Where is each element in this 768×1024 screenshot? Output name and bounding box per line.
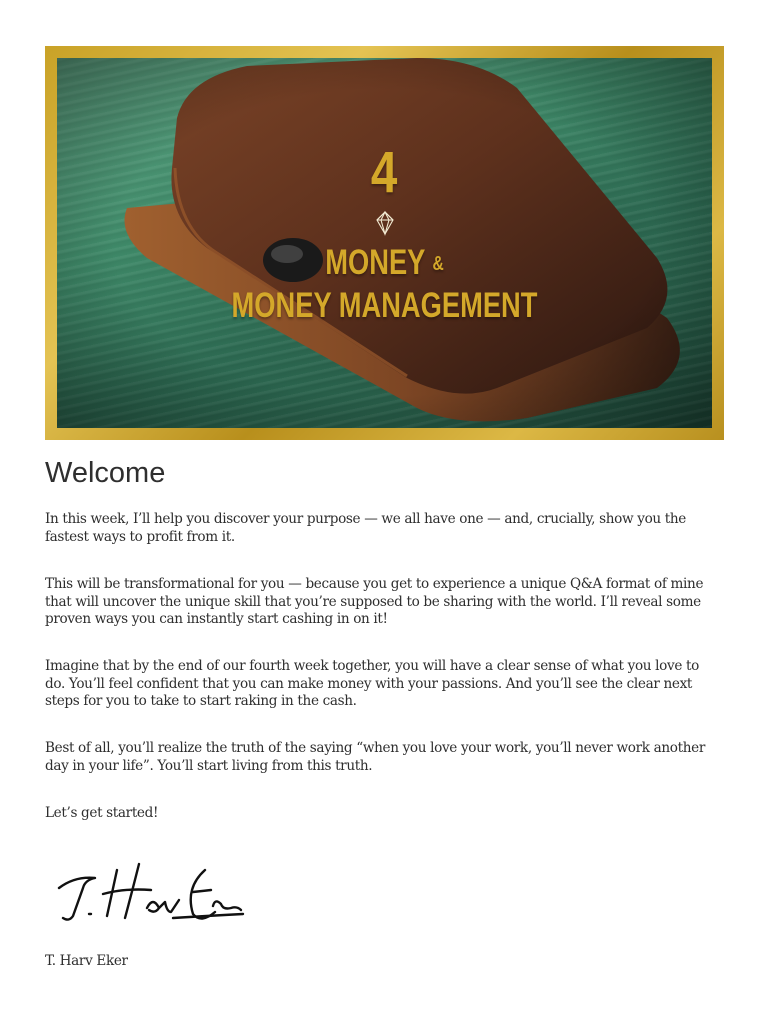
author-name: T. Harv Eker bbox=[45, 953, 128, 969]
signature bbox=[55, 858, 245, 928]
cover-banner bbox=[45, 46, 724, 440]
week-number: 4 bbox=[370, 140, 399, 205]
title-ampersand: & bbox=[432, 253, 444, 275]
welcome-heading: Welcome bbox=[45, 457, 166, 489]
paragraph-4: Best of all, you’ll realize the truth of the saying “when you love your work, you’ll never work another day in your life”. You’ll start living from this truth. bbox=[45, 740, 705, 774]
diamond-icon bbox=[372, 210, 398, 236]
title-money: MONEY bbox=[325, 243, 425, 282]
paragraph-2: This will be transformational for you — because you get to experience a unique Q&A format of mine that will uncover the unique skill that you’re supposed to be sharing with the world. I’ll reveal some proven ways you can instantly start cashing in on it! bbox=[45, 576, 704, 627]
banner-title bbox=[57, 142, 712, 327]
wallet-photo bbox=[57, 58, 712, 428]
paragraph-1: In this week, I’ll help you discover your purpose — we all have one — and, crucially, show you the fastest ways to profit from it. bbox=[45, 511, 687, 545]
paragraph-3: Imagine that by the end of our fourth week together, you will have a clear sense of what you love to do. You’ll feel confident that you can make money with your passions. And you’ll see the clear next steps for you to take to start raking in the cash. bbox=[45, 658, 699, 709]
paragraph-5: Let’s get started! bbox=[45, 805, 159, 821]
title-line-2: MONEY MANAGEMENT bbox=[231, 286, 538, 325]
title-line-1 bbox=[129, 242, 640, 285]
